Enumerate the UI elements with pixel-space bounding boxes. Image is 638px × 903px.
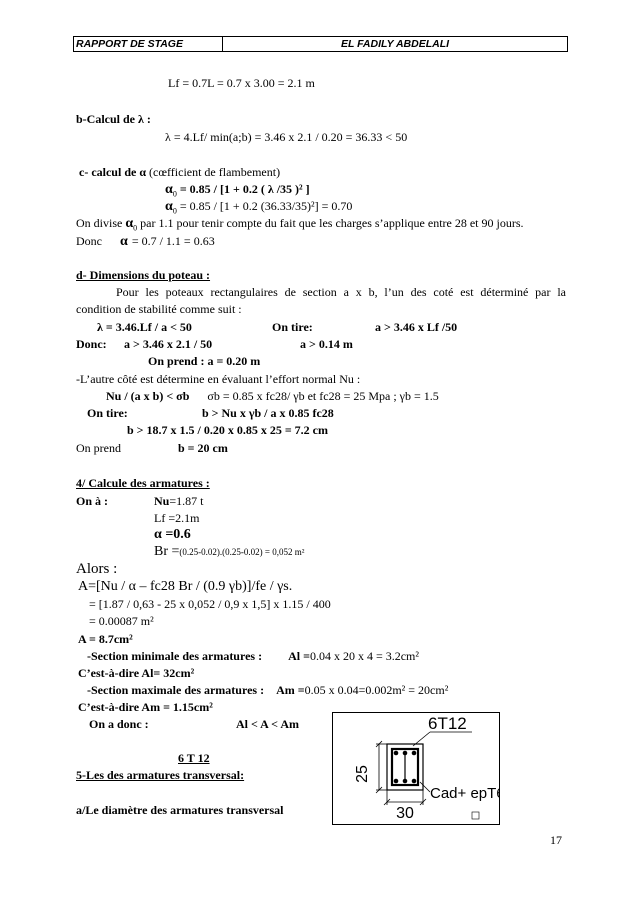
divise-line: [76, 216, 524, 231]
cest-a-dire-am: C’est-à-dire Am = 1.15cm²: [78, 700, 213, 714]
alpha0-value: [165, 199, 352, 214]
alpha-subscript: 0: [172, 189, 177, 199]
rebar-label: 6T12: [428, 714, 467, 733]
am-label: Am =: [276, 683, 305, 697]
alpha-value-text: α =0.6: [154, 527, 191, 542]
al-label: Al =: [288, 649, 310, 663]
b-value: b = 20 cm: [178, 441, 228, 455]
section-min-line: [87, 649, 419, 663]
section-drawing-svg: [332, 712, 500, 825]
alpha-value: [154, 527, 191, 542]
nu-value-line: [154, 494, 203, 508]
donc-label-2: Donc:: [76, 337, 107, 351]
on-tire-label: On tire:: [87, 406, 128, 420]
section-5a-title: a/Le diamètre des armatures transversal: [76, 803, 284, 817]
condition-a-min: a > 3.46 x Lf /50: [375, 320, 458, 334]
br-value: (0.25-0.02).(0.25-0.02) = 0,052 m²: [179, 547, 305, 557]
alpha-symbol: α: [165, 199, 173, 214]
on-a-donc-label: On a donc :: [89, 717, 149, 731]
section-b-title: b-Calcul de λ :: [76, 112, 151, 126]
dim-width-label: 30: [396, 805, 414, 822]
stirrup-label: Cad+ epT6: [430, 785, 500, 802]
section-max-line: [87, 683, 448, 697]
a-calc: a > 3.46 x 2.1 / 50: [124, 337, 213, 351]
nu-label: Nu: [154, 494, 170, 508]
rebar: [394, 779, 399, 784]
section-drawing: [332, 712, 500, 825]
alpha0-formula-text: = 0.85 / [1 + 0.2 ( λ /35 )² ]: [176, 182, 310, 196]
autre-cote-line: -L’autre côté est détermine en évaluant l’effort normal Nu :: [76, 372, 361, 386]
section-c-title-rest: (cœfficient de flambement): [146, 165, 281, 179]
divise-start: On divise: [76, 216, 126, 230]
am-value: 0.05 x 0.04=0.002m² = 20cm²: [304, 683, 449, 697]
b-condition: b > Nu x γb / a x 0.85 fc28: [202, 406, 334, 420]
page-header: [73, 36, 568, 52]
nu-condition-line: [106, 389, 439, 403]
condition-lambda: λ = 3.46.Lf / a < 50: [97, 320, 192, 334]
formula-line-2: = [1.87 / 0,63 - 25 x 0,052 / 0,9 x 1,5] x 1.15 / 400: [89, 597, 331, 611]
al-value: 0.04 x 20 x 4 = 3.2cm²: [309, 649, 419, 663]
header-left: RAPPORT DE STAGE: [74, 37, 223, 51]
alpha-subscript: 0: [133, 223, 138, 233]
alpha0-value-text: = 0.85 / [1 + 0.2 (36.33/35)²] = 0.70: [176, 199, 353, 213]
formula-line-1: A=[Nu / α – fc28 Br / (0.9 γb)]/fe / γs.: [78, 579, 293, 594]
lf-equation: Lf = 0.7L = 0.7 x 3.00 = 2.1 m: [168, 76, 315, 90]
alpha-subscript: 0: [172, 206, 177, 216]
formula-line-3: = 0.00087 m²: [89, 614, 154, 628]
section-d-title: d- Dimensions du poteau :: [76, 268, 211, 282]
condition-on-tire: On tire:: [272, 320, 313, 334]
donc-label: Donc: [76, 234, 102, 248]
on-prend-a: On prend : a = 0.20 m: [148, 354, 261, 368]
br-label: Br =: [154, 544, 180, 559]
divise-end: par 1.1 pour tenir compte du fait que les charges s’applique entre 28 et 90 jours.: [137, 216, 524, 230]
section-max-label: -Section maximale des armatures :: [87, 683, 265, 697]
dim-height-label: 25: [354, 765, 371, 783]
rebar: [412, 751, 417, 756]
page-number: 17: [550, 833, 562, 847]
alpha-symbol: α: [125, 216, 134, 231]
br-line: [154, 544, 304, 559]
section-c-title-bold: c- calcul de α: [79, 165, 147, 179]
a-result-value: A = 8.7cm²: [78, 632, 133, 646]
on-a-label: On à :: [76, 494, 109, 508]
a-result: a > 0.14 m: [300, 337, 353, 351]
paragraph-line-2: condition de stabilité comme suit :: [76, 302, 242, 316]
nu-value: =1.87 t: [169, 494, 204, 508]
section-min-label: -Section minimale des armatures :: [87, 649, 263, 663]
sigma-b-definition: σb = 0.85 x fc28/ γb et fc28 = 25 Mpa ; γb = 1.5: [207, 389, 439, 403]
section-c-title: [79, 165, 280, 179]
nu-condition: Nu / (a x b) < σb: [106, 389, 190, 403]
paragraph-line-1: Pour les poteaux rectangulaires de section a x b, l’un des coté est déterminé par la: [116, 285, 566, 299]
alpha0-formula: [165, 182, 310, 197]
inequality: Al < A < Am: [236, 717, 300, 731]
section-4-title: 4/ Calcule des armatures :: [76, 476, 210, 490]
alpha-symbol: α: [165, 182, 173, 197]
b-calc: b > 18.7 x 1.5 / 0.20 x 0.85 x 25 = 7.2 cm: [127, 423, 329, 437]
alors-label: Alors :: [76, 561, 118, 577]
rebar: [412, 779, 417, 784]
donc-value: = 0.7 / 1.1 = 0.63: [131, 234, 215, 248]
donc-line: [76, 234, 215, 249]
section-5-title: 5-Les des armatures transversal:: [76, 768, 245, 782]
alpha-symbol: α: [120, 234, 128, 249]
header-right: EL FADILY ABDELALI: [340, 38, 450, 50]
bars-result: 6 T 12: [178, 751, 210, 765]
lambda-equation: λ = 4.Lf/ min(a;b) = 3.46 x 2.1 / 0.20 = 36.33 < 50: [165, 130, 408, 144]
on-prend-label: On prend: [76, 441, 121, 455]
rebar: [394, 751, 399, 756]
cest-a-dire-al: C’est-à-dire Al= 32cm²: [78, 666, 195, 680]
lf-value: Lf =2.1m: [154, 511, 200, 525]
